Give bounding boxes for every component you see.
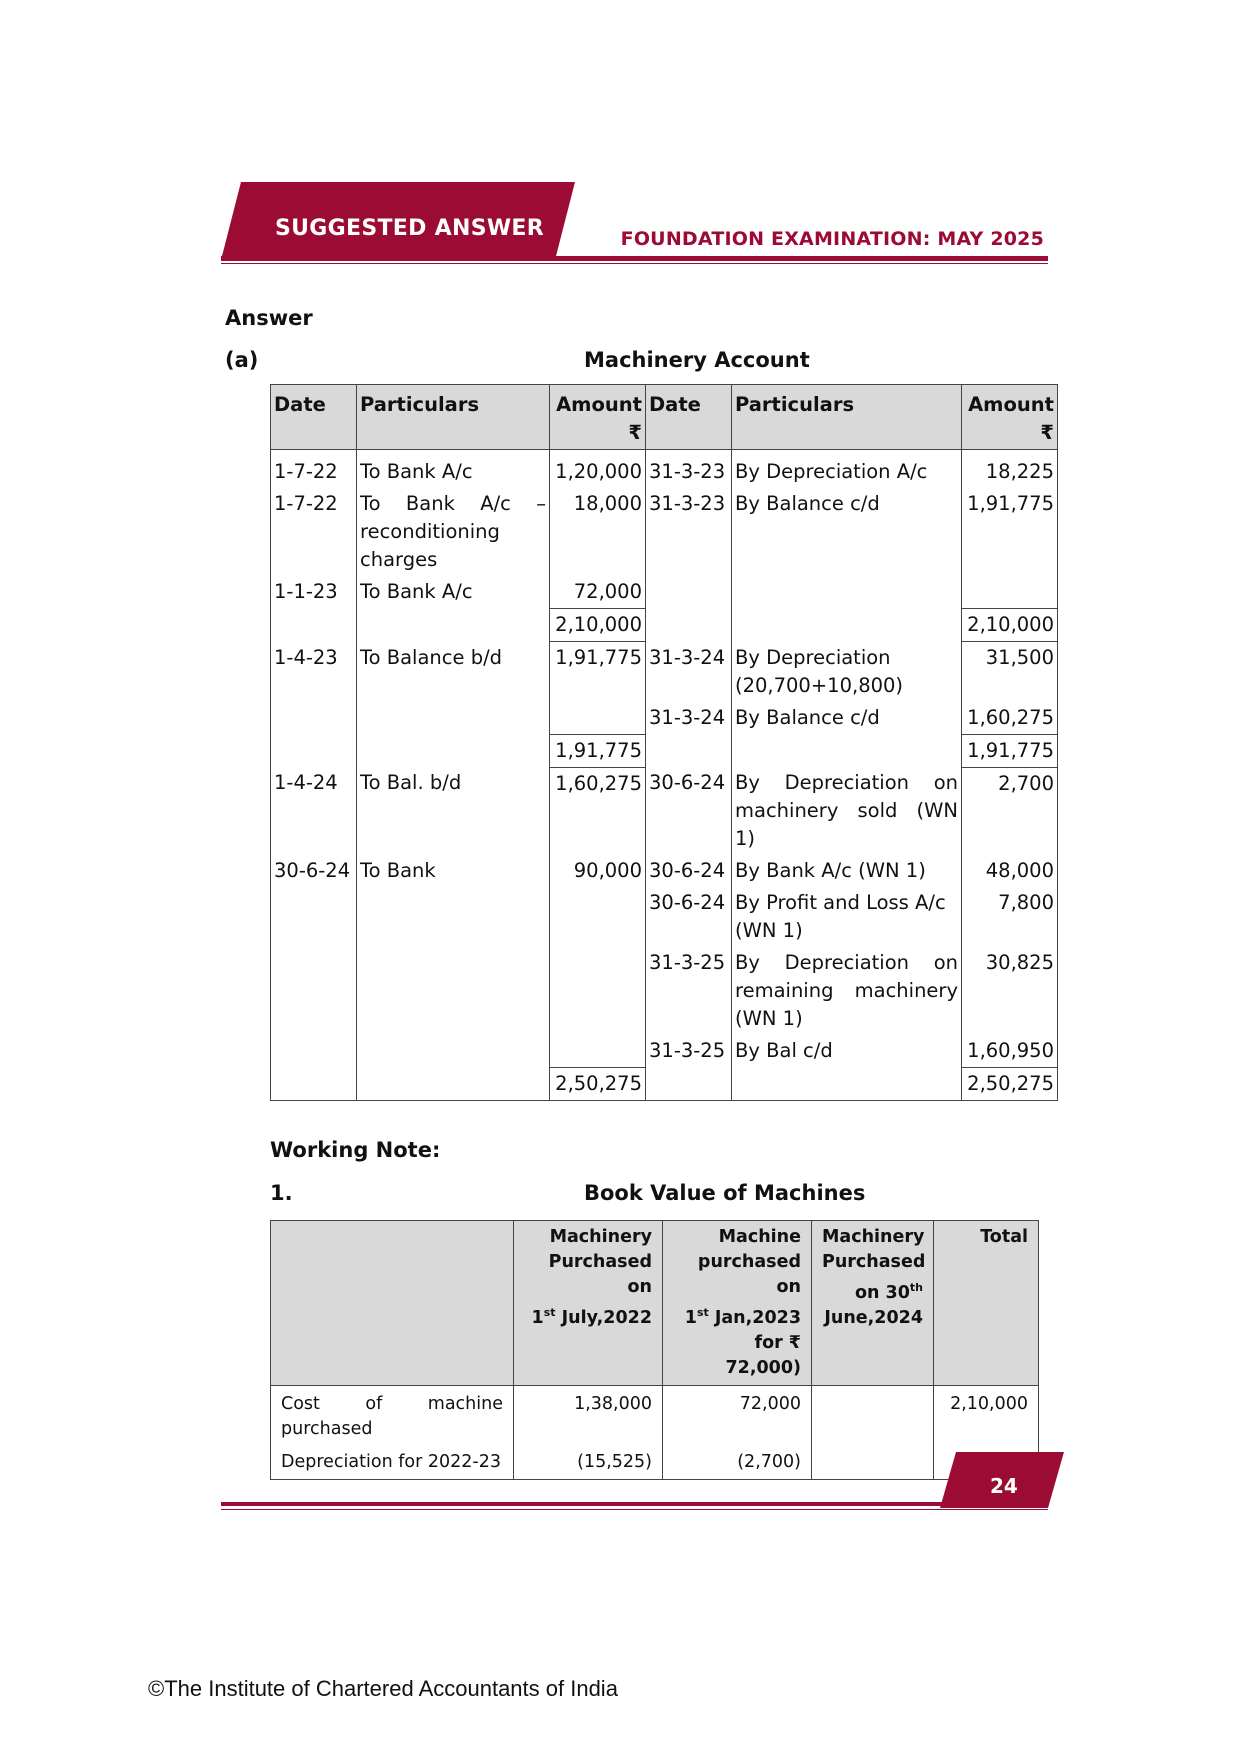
cell (357, 1068, 550, 1101)
working-note-heading: Working Note: (270, 1138, 441, 1162)
cell (357, 947, 550, 1035)
cell (646, 576, 732, 609)
cell: 48,000 (962, 855, 1058, 887)
cell (646, 1068, 732, 1101)
cell: 1,91,775 (550, 642, 646, 702)
cell: By Bank A/c (WN 1) (732, 855, 962, 887)
table-row (271, 887, 1058, 947)
cell (646, 734, 732, 767)
cell: (15,525) (514, 1446, 663, 1480)
cell: 31-3-24 (646, 642, 732, 702)
col-header-amount: Amount ₹ (962, 385, 1058, 450)
exam-title: FOUNDATION EXAMINATION: MAY 2025 (620, 228, 1044, 250)
cell: 1,60,275 (550, 767, 646, 855)
cell: 31-3-25 (646, 947, 732, 1035)
cell (646, 609, 732, 642)
cell: By Bal c/d (732, 1035, 962, 1068)
table-row (271, 576, 1058, 609)
total-cell: 1,91,775 (962, 734, 1058, 767)
table-row (271, 1385, 1039, 1446)
cell: 1,91,775 (962, 488, 1058, 576)
cell: To Bank (357, 855, 550, 887)
blank-header (271, 1221, 514, 1386)
total-cell: 2,10,000 (962, 609, 1058, 642)
cell: 31-3-25 (646, 1035, 732, 1068)
cell: 30,825 (962, 947, 1058, 1035)
cell (732, 1068, 962, 1101)
cell: 1-4-24 (271, 767, 357, 855)
cell: 31-3-24 (646, 702, 732, 735)
cell: By Depreciation A/c (732, 450, 962, 489)
cell: 1-7-22 (271, 450, 357, 489)
account-title: Machinery Account (584, 348, 810, 372)
cell (812, 1446, 934, 1480)
table-row (271, 1035, 1058, 1068)
cell: 31,500 (962, 642, 1058, 702)
cell: 1,60,275 (962, 702, 1058, 735)
cell: 31-3-23 (646, 450, 732, 489)
cell (357, 887, 550, 947)
cell: By Balance c/d (732, 488, 962, 576)
cell: To Bal. b/d (357, 767, 550, 855)
total-row (271, 734, 1058, 767)
cell: 1-1-23 (271, 576, 357, 609)
cell (271, 734, 357, 767)
footer-rule (221, 1502, 1048, 1506)
book-value-header-row (271, 1221, 1039, 1386)
header-rule-thin (221, 263, 1048, 264)
cell (271, 609, 357, 642)
cell: By Depreciation on remaining machinery (WN 1) (732, 947, 962, 1035)
cell: To Balance b/d (357, 642, 550, 702)
cell: 2,700 (962, 767, 1058, 855)
rupee-symbol: ₹ (628, 421, 642, 444)
cell (550, 1035, 646, 1068)
cell: By Profit and Loss A/c (WN 1) (732, 887, 962, 947)
rupee-symbol: ₹ (1040, 421, 1054, 444)
cell: 1,60,950 (962, 1035, 1058, 1068)
total-cell: 2,10,000 (550, 609, 646, 642)
col-header-total: Total (934, 1221, 1039, 1386)
cell (732, 609, 962, 642)
cell: (2,700) (663, 1446, 812, 1480)
cell: 31-3-23 (646, 488, 732, 576)
header-rule (221, 256, 1048, 261)
row-label: Depreciation for 2022-23 (271, 1446, 514, 1480)
cell: 72,000 (663, 1385, 812, 1446)
cell: 30-6-24 (646, 887, 732, 947)
table-row (271, 702, 1058, 735)
cell (357, 702, 550, 735)
cell: 7,800 (962, 887, 1058, 947)
part-label: (a) (225, 348, 259, 372)
cell: 90,000 (550, 855, 646, 887)
col-header-particulars: Particulars (357, 385, 550, 450)
table-row (271, 488, 1058, 576)
cell: 2,10,000 (934, 1385, 1039, 1446)
table-row (271, 1446, 1039, 1480)
header-tab-label: SUGGESTED ANSWER (275, 216, 544, 241)
cell: By Depreciation on machinery sold (WN 1) (732, 767, 962, 855)
cell: 1-4-23 (271, 642, 357, 702)
cell: 18,225 (962, 450, 1058, 489)
book-value-table (270, 1220, 1039, 1480)
cell (732, 576, 962, 609)
cell: By Balance c/d (732, 702, 962, 735)
cell (550, 887, 646, 947)
cell (962, 576, 1058, 609)
cell: 1,20,000 (550, 450, 646, 489)
cell (357, 609, 550, 642)
cell: 1,38,000 (514, 1385, 663, 1446)
cell (732, 734, 962, 767)
cell: To Bank A/c (357, 576, 550, 609)
row-label: Cost of machine purchased (271, 1385, 514, 1446)
total-cell: 2,50,275 (962, 1068, 1058, 1101)
table-row (271, 855, 1058, 887)
col-header-july-2022: Machinery Purchased on 1st July,2022 (514, 1221, 663, 1386)
col-header-jan-2023: Machine purchased on 1st Jan,2023 for ₹ 72,000) (663, 1221, 812, 1386)
col-header-particulars: Particulars (732, 385, 962, 450)
note-number: 1. (270, 1181, 293, 1205)
cell: 30-6-24 (271, 855, 357, 887)
cell (357, 734, 550, 767)
cell: To Bank A/c – reconditioning charges (357, 488, 550, 576)
cell (271, 1068, 357, 1101)
cell: By Depreciation (20,700+10,800) (732, 642, 962, 702)
answer-heading: Answer (225, 306, 313, 330)
machinery-account-table (270, 384, 1058, 1101)
total-cell: 2,50,275 (550, 1068, 646, 1101)
copyright-notice: ©The Institute of Chartered Accountants of India (148, 1676, 618, 1701)
cell: To Bank A/c (357, 450, 550, 489)
cell: 30-6-24 (646, 855, 732, 887)
cell (357, 1035, 550, 1068)
total-cell: 1,91,775 (550, 734, 646, 767)
cell (812, 1385, 934, 1446)
cell: 1-7-22 (271, 488, 357, 576)
cell: 18,000 (550, 488, 646, 576)
total-row (271, 1068, 1058, 1101)
cell (271, 887, 357, 947)
footer-rule-thin (221, 1509, 1048, 1510)
cell (271, 1035, 357, 1068)
table-row (271, 642, 1058, 702)
cell: 72,000 (550, 576, 646, 609)
col-header-date: Date (646, 385, 732, 450)
page-number: 24 (990, 1474, 1018, 1498)
cell (271, 702, 357, 735)
table-row (271, 450, 1058, 489)
note-title: Book Value of Machines (584, 1181, 866, 1205)
table-row (271, 947, 1058, 1035)
col-header-date: Date (271, 385, 357, 450)
total-row (271, 609, 1058, 642)
col-header-june-2024: Machinery Purchased on 30th June,2024 (812, 1221, 934, 1386)
col-header-amount: Amount ₹ (550, 385, 646, 450)
cell (550, 947, 646, 1035)
cell (550, 702, 646, 735)
ledger-header-row (271, 385, 1058, 450)
cell: 30-6-24 (646, 767, 732, 855)
table-row (271, 767, 1058, 855)
cell (271, 947, 357, 1035)
